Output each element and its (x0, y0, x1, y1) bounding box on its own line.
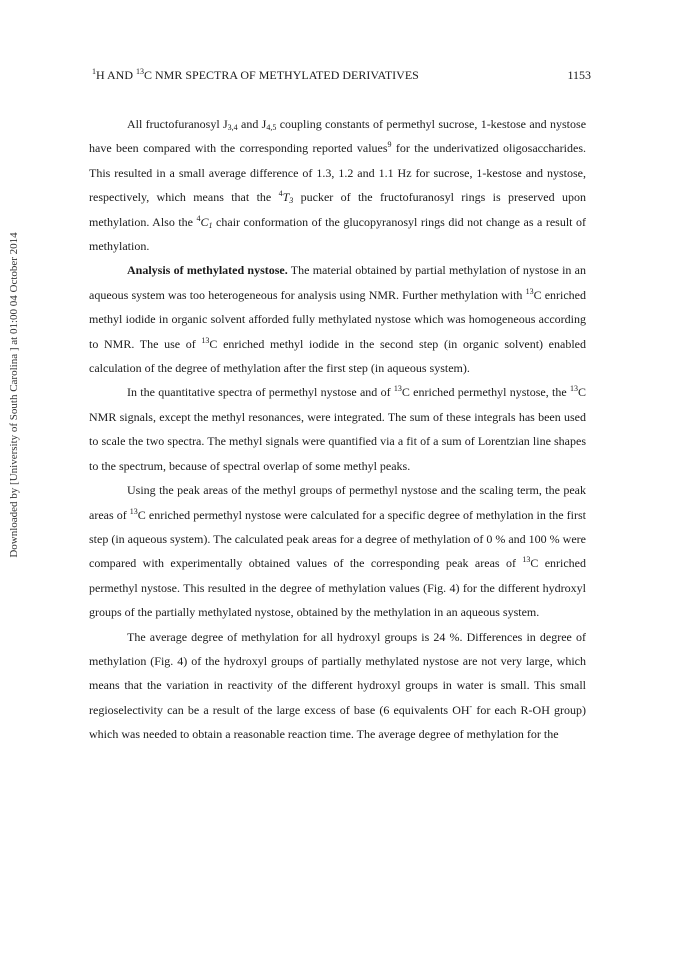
chair-symbol: $^4C_1$ (196, 213, 213, 230)
running-title: $^1$H AND $^{13}$C NMR SPECTRA OF METHYLATED DERIVATIVES (92, 67, 419, 82)
paragraph-quantitative-spectra: In the quantitative spectra of permethyl nystose and of $^{13}$C enriched permethyl nystose, the $^{13}$C NMR signals, except the methyl resonances, were integrated. The sum of these integrals has been used to scale the two spectra. The methyl signals were quantified via a fit of a sum of Lorentzian line shapes to the spectrum, because of spectral overlap of some methyl peaks. (89, 384, 586, 473)
body-text (89, 112, 586, 747)
paragraph-average-degree: The average degree of methylation for all hydroxyl groups is 24 %. Differences in degree of methylation (Fig. 4) of the hydroxyl groups of partially methylated nystose are not very large, which means that the variation in reactivity of the different hydroxyl groups in water is small. This small regioselectivity can be a result of the large excess of base (6 equivalents OH- for each R-OH group) which was needed to obtain a reasonable reaction time. The average degree of methylation for the (89, 629, 586, 742)
download-note: Downloaded by [University of South Carolina ] at 01:00 04 October 2014 (8, 232, 20, 558)
pucker-symbol: $^4T_3$ (278, 189, 294, 206)
reference-marker: 9 (387, 140, 392, 150)
section-heading: Analysis of methylated nystose. (127, 263, 288, 278)
download-watermark (6, 150, 22, 640)
paragraph-analysis-nystose: Analysis of methylated nystose. The material obtained by partial methylation of nystose in an aqueous system was too heterogeneous for analysis using NMR. Further methylation with $^{13}$C enriched methyl iodide in organic solvent afforded fully methylated nystose which was homogeneous according to NMR. The use of $^{13}$C enriched methyl iodide in the second step (in organic solvent) enabled calculation of the degree of methylation after the first step (in aqueous system). (89, 263, 587, 376)
paragraph-coupling-constants: All fructofuranosyl $J_{3,4}$ and $J_{4,5}$ coupling constants of permethyl sucrose, 1-kestose and nystose have been compared with the corresponding reported values$^9$ for the underivatized oligosaccharides. This resulted in a small average difference of 1.3, 1.2 and 1.1 Hz for sucrose, 1-kestose and nystose, respectively, which means that the $^4T_3$ pucker of the fructofuranosyl rings is preserved upon methylation. Also the $^4C_1$ chair conformation of the glucopyranosyl rings did not change as a result of methylation. (89, 117, 587, 254)
paragraph-peak-areas: Using the peak areas of the methyl groups of permethyl nystose and the scaling term, the peak areas of $^{13}$C enriched permethyl nystose were calculated for a specific degree of methylation in the first step (in aqueous system). The calculated peak areas for a degree of methylation of 0 % and 100 % were compared with experimentally obtained values of the corresponding peak areas of $^{13}$C enriched permethyl nystose. This resulted in the degree of methylation values (Fig. 4) for the different hydroxyl groups of the partially methylated nystose, obtained by the methylation in an aqueous system. (89, 483, 586, 620)
running-header (92, 68, 591, 83)
page-number: 1153 (567, 68, 591, 82)
